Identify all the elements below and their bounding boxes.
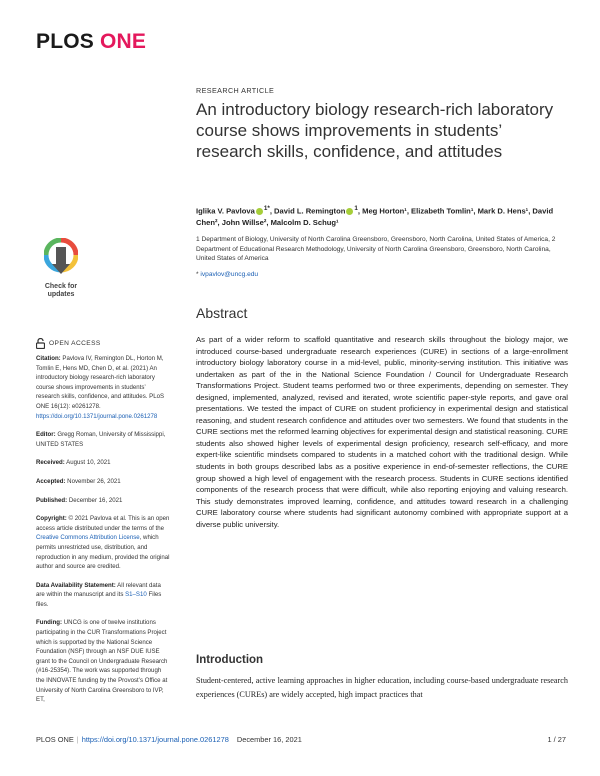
copyright-text-2: , which permits unrestricted use, distribution, and reproduction in any medium, provided the original author and source are credited. xyxy=(36,534,170,571)
article-title: An introductory biology research-rich laboratory course shows improvements in students’ research skills, confidence, and attitudes xyxy=(196,100,554,161)
published-date: December 16, 2021 xyxy=(68,496,123,504)
funding-label: Funding: xyxy=(36,619,63,627)
author-pavlova[interactable]: Iglika V. Pavlova xyxy=(196,206,255,216)
data-availability-text-1: All relevant data are within the manuscript and its xyxy=(36,581,161,599)
received-date: August 10, 2021 xyxy=(66,459,111,467)
citation-label: Citation: xyxy=(36,355,61,362)
editor-text: Gregg Roman, University of Mississippi, UNITED STATES xyxy=(36,431,166,448)
introduction-heading: Introduction xyxy=(196,654,264,666)
data-availability-text-2: Files files. xyxy=(36,591,162,608)
accepted-label: Accepted: xyxy=(36,477,66,485)
accepted-block xyxy=(36,477,170,487)
author-list: Iglika V. Pavlova $^{1*}$, David L. Remington $^1$, Meg Horton¹, Elizabeth Tomlin¹, Mark D. Hens¹, David Chen², John Willse², Malcolm D. Schug¹ xyxy=(196,205,554,227)
check-for-updates-icon xyxy=(44,238,78,276)
citation-doi-link[interactable]: https://doi.org/10.1371/journal.pone.0261278 xyxy=(36,412,158,420)
orcid-icon[interactable] xyxy=(256,208,263,215)
article-sidebar xyxy=(36,354,170,714)
corresponding-email xyxy=(196,271,258,278)
published-block xyxy=(36,496,170,506)
author-remington-sup: 1 xyxy=(354,205,358,212)
journal-logo-one: ONE xyxy=(99,30,147,53)
email-marker: * xyxy=(196,271,199,278)
page-footer: PLOS ONE | https://doi.org/10.1371/journal.pone.0261278 December 16, 2021 xyxy=(36,735,302,744)
page-number: 1 / 27 xyxy=(547,735,566,744)
open-access-text: OPEN ACCESS xyxy=(49,340,101,347)
copyright-text-1: © 2021 Pavlova et al. This is an open access article distributed under the terms of the xyxy=(36,515,170,532)
abstract-heading: Abstract xyxy=(196,305,248,321)
received-block xyxy=(36,458,170,468)
email-link[interactable]: ivpavlov@uncg.edu xyxy=(200,271,259,278)
author-pavlova-sup: 1* xyxy=(263,205,270,212)
journal-logo[interactable] xyxy=(36,30,146,54)
supplementary-files-link[interactable]: S1–S10 xyxy=(125,591,147,599)
author-others: Meg Horton¹, Elizabeth Tomlin¹, Mark D. Hens¹, David Chen², John Willse², Malcolm D. Schug¹ xyxy=(196,206,554,227)
orcid-icon[interactable] xyxy=(346,208,353,215)
data-availability-label: Data Availability Statement: xyxy=(36,581,116,589)
open-lock-icon xyxy=(36,338,45,349)
license-link[interactable]: Creative Commons Attribution License xyxy=(36,534,140,542)
copyright-block xyxy=(36,514,170,572)
article-type: RESEARCH ARTICLE xyxy=(196,86,275,95)
accepted-date: November 26, 2021 xyxy=(67,477,121,485)
citation-block xyxy=(36,354,170,421)
footer-doi-link[interactable]: https://doi.org/10.1371/journal.pone.0261278 xyxy=(81,735,229,744)
badge-line1: Check for xyxy=(44,283,78,290)
badge-line2: updates xyxy=(47,291,75,298)
funding-text: UNCG is one of twelve institutions participating in the CUR Transformations Project which is supported by the National Science Foundation (NSF) through an NSF DUE IUSE grant to the Council on Undergraduate Research (#16-25354). The work was supported through the INNOVATE funding by the Provost’s Office at University of North Carolina Greensboro to IVP, ET, xyxy=(36,619,168,704)
introduction-text: Student-centered, active learning approaches in higher education, including course-based undergraduate research experiences (CUREs) are widely accepted, high impact practices that xyxy=(196,676,568,699)
citation-text: Pavlova IV, Remington DL, Horton M, Tomlin E, Hens MD, Chen D, et al. (2021) An introductory biology research-rich laboratory course shows improvements in students’ research skills, confidence, and attitudes. PLoS ONE 16(12): e0261278. xyxy=(36,355,165,410)
footer-journal: PLOS ONE xyxy=(36,735,74,744)
editor-label: Editor: xyxy=(36,431,56,439)
journal-logo-plos: PLOS xyxy=(36,30,94,53)
received-label: Received: xyxy=(36,459,65,467)
affiliations: 1 Department of Biology, University of North Carolina Greensboro, Greensboro, North Carolina, United States of America, 2 Department of Educational Research Methodology, University of North Carolina Greensboro, Greensboro, North Carolina, United States of America xyxy=(196,236,556,263)
copyright-label: Copyright: xyxy=(36,515,67,523)
published-label: Published: xyxy=(36,496,68,504)
abstract-text: As part of a wider reform to scaffold quantitative and research skills throughout the biology major, we introduced course-based undergraduate research experiences (CURE) in sections of a large-enrollment introductory biology laboratory course in a mid-level, public, minority-serving institution. This initiative was undertaken as part of the in the National Science Foundation / Council for Undergraduate Research Transformations Project. Student teams performed two or three experiments, depending on semester. They designed, implemented, analyzed, revised and iterated, wrote scientific paper-style reports, and gave oral presentations. We tested the impact of CURE on student proficiency in experimental design and statistical reasoning, and student research confidence and attitudes over two semesters. We found that students in the CURE sections met the reformed learning objectives for experimental design and statistical reasoning. CURE students also showed higher levels of experimental design proficiency, research self-efficacy, and more expert-like scientific mindsets compared to students in a matched cohort with the traditional design. While students in both groups described labs as a positive experience in end-of-semester reflections, the CURE group showed a high level of engagement with the research process. Students in CURE sections identified components of the research process that were difficult, while also reporting enjoying and valuing research. This study demonstrates improved learning, confidence, and attitudes toward research in a challenging CURE laboratory course where students had significant autonomy combined with appropriate support at a diverse public university. xyxy=(196,335,568,529)
footer-date: December 16, 2021 xyxy=(236,735,302,744)
data-availability-block xyxy=(36,581,170,610)
open-access-label xyxy=(36,338,101,349)
check-for-updates-badge[interactable] xyxy=(36,238,86,299)
editor-block xyxy=(36,430,170,449)
author-remington[interactable]: David L. Remington xyxy=(274,206,346,216)
funding-block xyxy=(36,618,170,704)
